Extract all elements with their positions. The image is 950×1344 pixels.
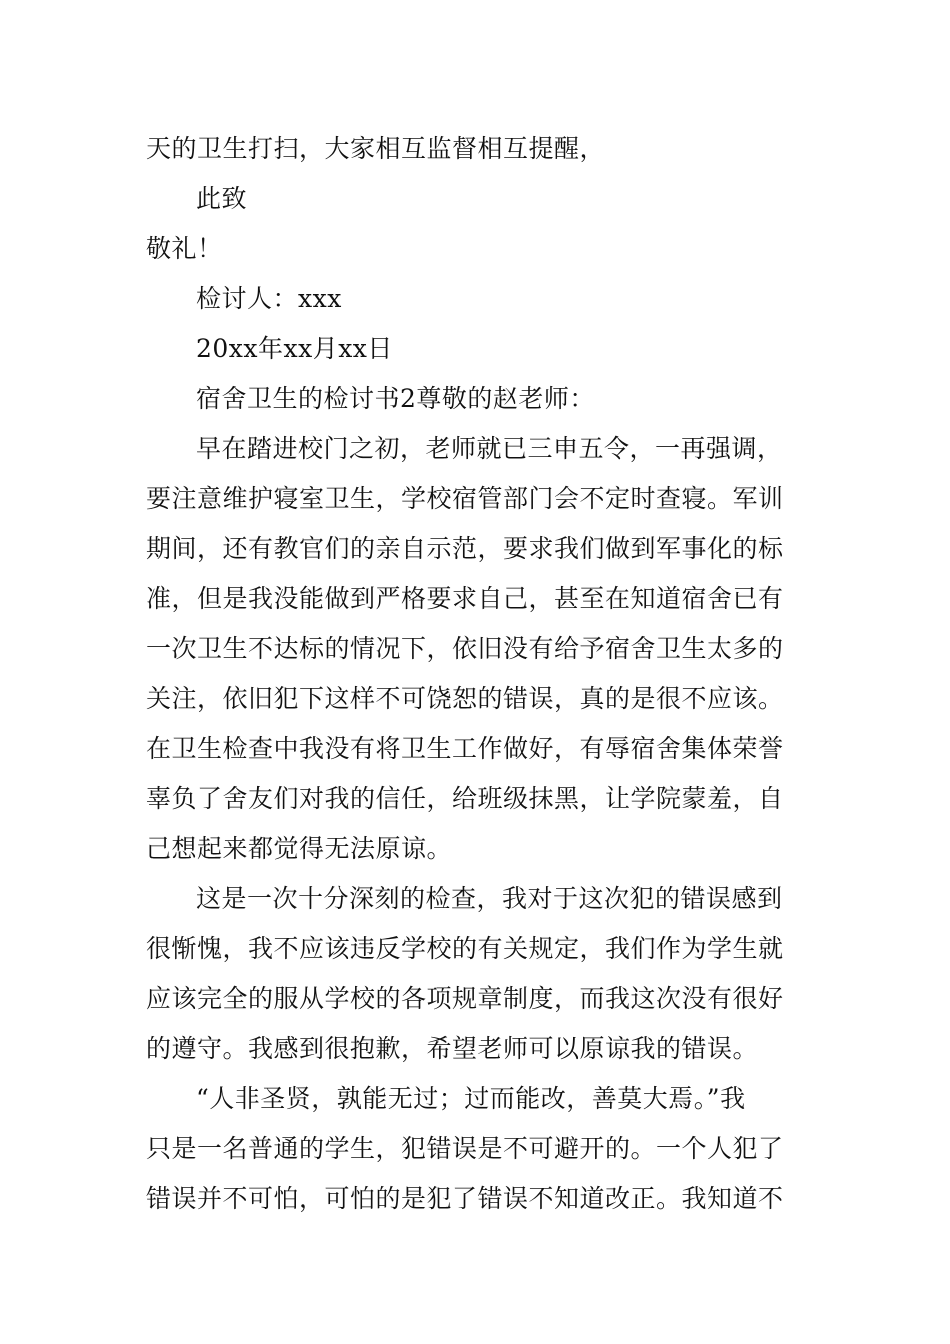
text-line: 此致: [196, 184, 248, 213]
text-line: 准，但是我没能做到严格要求自己，甚至在知道宿舍已有: [146, 584, 784, 613]
text-line: 期间，还有教官们的亲自示范，要求我们做到军事化的标: [146, 534, 784, 563]
text-line: 早在踏进校门之初，老师就已三申五令，一再强调，: [196, 434, 783, 463]
text-line: 要注意维护寝室卫生，学校宿管部门会不定时查寝。军训: [146, 484, 784, 513]
text-line: 应该完全的服从学校的各项规章制度，而我这次没有很好: [146, 984, 784, 1013]
text-line: 关注，依旧犯下这样不可饶恕的错误，真的是很不应该。: [146, 684, 784, 713]
text-line: 检讨人：xxx: [196, 284, 342, 313]
text-line: 20xx年xx月xx日: [196, 334, 393, 363]
text-line: 只是一名普通的学生，犯错误是不可避开的。一个人犯了: [146, 1134, 784, 1163]
text-line: 辜负了舍友们对我的信任，给班级抹黑，让学院蒙羞，自: [146, 784, 784, 813]
text-line: 一次卫生不达标的情况下，依旧没有给予宿舍卫生太多的: [146, 634, 784, 663]
text-line: 在卫生检查中我没有将卫生工作做好，有辱宿舍集体荣誉: [146, 734, 784, 763]
text-line: 己想起来都觉得无法原谅。: [146, 834, 453, 863]
text-line: “人非圣贤，孰能无过；过而能改，善莫大焉。”我: [196, 1084, 746, 1113]
text-line: 这是一次十分深刻的检查，我对于这次犯的错误感到: [196, 884, 783, 913]
text-line: 很惭愧，我不应该违反学校的有关规定，我们作为学生就: [146, 934, 784, 963]
text-line: 错误并不可怕，可怕的是犯了错误不知道改正。我知道不: [146, 1184, 784, 1213]
text-line: 的遵守。我感到很抱歉，希望老师可以原谅我的错误。: [146, 1034, 759, 1063]
text-line: 敬礼！: [146, 234, 223, 263]
text-line: 宿舍卫生的检讨书2尊敬的赵老师：: [196, 384, 595, 413]
text-line: 天的卫生打扫，大家相互监督相互提醒，: [146, 134, 606, 163]
